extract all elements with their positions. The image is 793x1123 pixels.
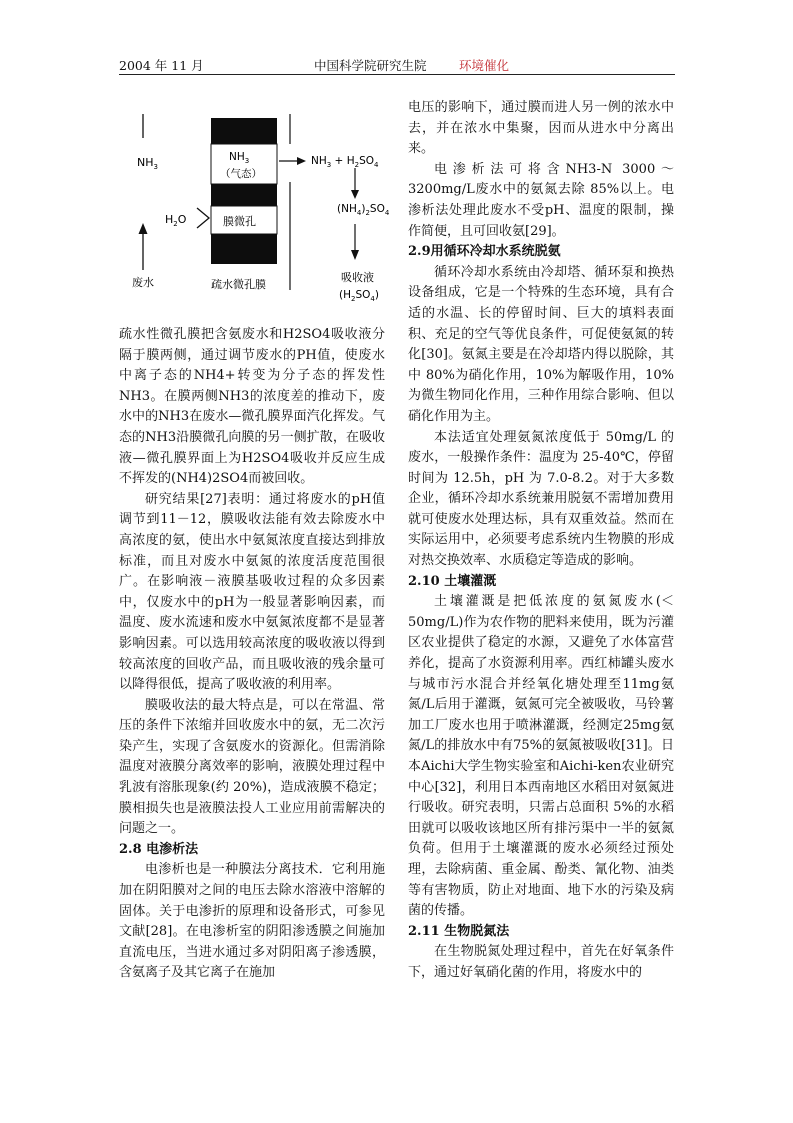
paragraph: 电压的影响下，通过膜而进人另一例的浓水中去，并在浓水中集聚，因而从进水中分离出来。 [408,100,674,157]
paragraph: 土壤灌溉是把低浓度的氨氮废水(＜50mg/L)作为农作物的肥料来使用，既为污灌区农业提供了稳定的水源，又避免了水体富营养化，提高了水资源利用率。西红柿罐头废水与城市污水混合并经氧化塘处理至11mg氨氮/L后用于灌溉，氨氮可完全被吸收，马铃薯加工厂废水也用于喷淋灌溉，经测定25mg氨氮/L的排放水中有75%的氨氮被吸收[31]。日本Aichi大学生物实验室和Aichi-ken农业研究中心[32]，利用日本西南地区水稻田对氨氮进行吸收。研究表明，只需占总面积 5%的水稻田就可以吸收该地区所有排污渠中一半的氨氮负荷。但用于土壤灌溉的废水必须经过预处理，去除病菌、重金属、酚类、氰化物、油类等有害物质，防止对地面、地下水的污染及病菌的传播。 [408,594,674,919]
pore-gas-state-label: （气态） [220,168,262,180]
product-label: $(NH_4)_2SO_4$ [337,203,390,217]
paragraph: 电渗析法可将含NH3-N 3000～3200mg/L废水中的氨氮去除 85%以上。电渗析法处理此废水不受pH、温度的限制，操作简便，且可回收氨[29]。 [408,161,674,239]
header-rule [119,74,675,75]
paragraph: 膜吸收法的最大特点是，可以在常温、常压的条件下浓缩并回收废水中的氨，无二次污染产生，实现了含氨废水的资源化。但需消除温度对液膜分离效率的影响，液膜处理过程中乳波有溶胀现象(约 20%)，造成液膜不稳定；膜相损失也是液膜法投人工业应用前需解决的问题之一。 [119,697,385,837]
section-heading-2-11: 2.11 生物脱氮法 [408,923,510,939]
membrane-middle-block [211,184,277,206]
page-header [119,52,675,74]
header-journal: 中国科学院研究生院 [314,58,427,73]
left-column [119,325,385,984]
membrane-absorption-figure [119,100,405,318]
reaction-arrow-icon [351,190,359,199]
section-heading-2-9: 2.9用循环冷却水系统脱氨 [408,244,561,260]
section-heading-2-8: 2.8 电渗析法 [119,841,199,857]
paragraph: 电渗析也是一种膜法分离技术．它利用施加在阴阳膜对之间的电压去除水溶液中溶解的固体。关于电渗折的原理和设备形式，可参见文献[28]。在电渗析室的阴阳渗透膜之间施加直流电压，当进水通过多对阴阳离子渗透膜，含氨离子及其它离子在施加 [119,862,385,981]
paragraph: 本法适宜处理氨氮浓度低于 50mg/L 的废水，一般操作条件：温度为 25-40℃，停留时间为 12.5h，pH 为 7.0-8.2。对于大多数企业，循环冷却水系统兼用脱氨不需增加费用就可使废水处理达标，具有双重效益。然而在实际运用中，必须要考虑系统内生物膜的形成对热交换效率、水质稳定等造成的影响。 [408,429,674,569]
water-chevron-icon [197,208,209,228]
pore-label: 膜微孔 [223,215,256,228]
left-nh3-label: $NH_3$ [137,156,158,171]
right-column [408,98,674,984]
pore-nh3-label: $NH_3$ [229,151,250,165]
absorbent-formula-label: $(H_2SO_4)$ [339,289,379,303]
absorbent-label: 吸收液 [341,271,374,284]
header-date: 2004 年 11 月 [119,58,204,73]
paragraph: 在生物脱氮处理过程中，首先在好氧条件下，通过好氧硝化菌的作用，将废水中的 [408,944,674,980]
absorbent-flow-arrow-icon [351,250,359,260]
membrane-label: 疏水微孔膜 [211,278,266,291]
header-section: 环境催化 [459,58,510,73]
reaction-label: $NH_3 + H_2SO_4$ [311,155,379,169]
membrane-diagram [119,100,405,318]
paragraph: 循环冷却水系统由冷却塔、循环泵和换热设备组成，它是一个特殊的生态环境，具有合适的水温、长的停留时间、巨大的填料表面积、充足的空气等优良条件，可促使氨氮的转化[30]。氨氮主要是在冷却塔内得以脱除，其中 80%为硝化作用，10%为解吸作用，10%为微生物同化作用，三种作用综合影响、但以硝化作用为主。 [408,264,674,424]
paragraph: 疏水性微孔膜把含氨废水和H2SO4吸收液分隔于膜两侧，通过调节废水的PH值，使废水中离子态的NH4+转变为分子态的挥发性NH3。在膜两侧NH3的浓度差的推动下，废水中的NH3在废水—微孔膜界面汽化挥发。气态的NH3沿膜微孔向膜的另一侧扩散，在吸收液—微孔膜界面上为H2SO4吸收并反应生成不挥发的(NH4)2SO4而被回收。 [119,327,385,487]
transfer-arrow-icon [297,157,306,165]
wastewater-label: 废水 [132,276,154,289]
membrane-top-block [211,118,277,144]
membrane-bottom-block [211,234,277,264]
water-label: $H_2O$ [165,213,187,228]
section-heading-2-10: 2.10 土壤灌溉 [408,573,497,589]
wastewater-flow-arrow-icon [139,223,148,234]
paragraph: 研究结果[27]表明：通过将废水的pH值调节到11－12，膜吸收法能有效去除废水中高浓度的氨，使出水中氨氮浓度直接达到排放标准，而且对废水中氨氮的浓度活度范围很广。在影响液－液膜基吸收过程的众多因素中，仅废水中的pH为一般显著影响因素，而温度、废水流速和废水中氨氮浓度都不是显著影响因素。可以选用较高浓度的吸收液以得到较高浓度的回收产品，而且吸收液的残余量可以降得很低，提高了吸收液的利用率。 [119,491,385,693]
